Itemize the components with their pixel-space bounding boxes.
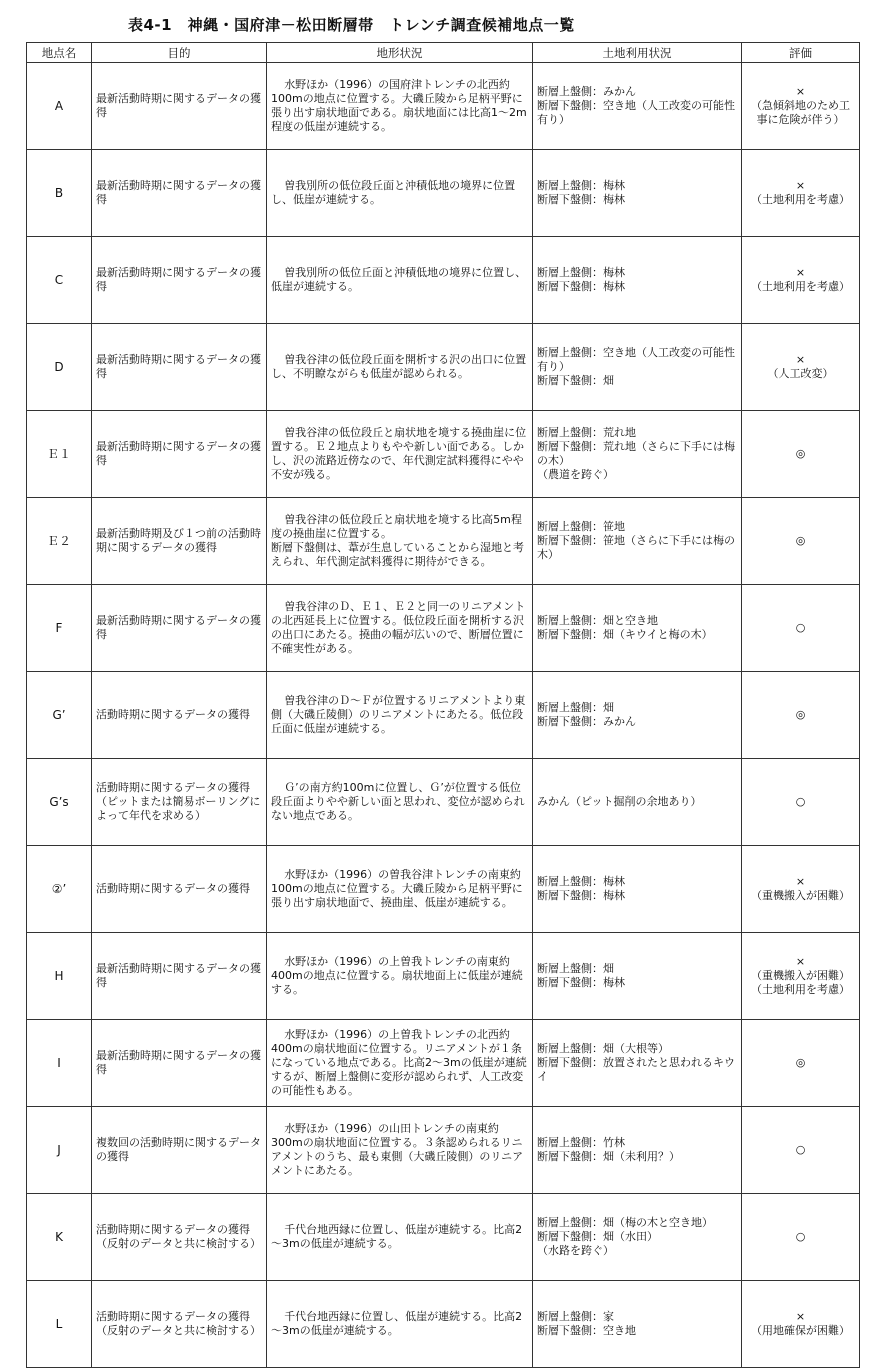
terrain-cell: 水野ほか（1996）の曽我谷津トレンチの南東約100mの地点に位置する。大磯丘陵から足柄平野に張り出す扇状地面で、撓曲崖、低崖が連続する。: [267, 846, 533, 933]
landuse-cell: 断層上盤側：梅林 断層下盤側：梅林: [533, 150, 742, 237]
table-row: [27, 498, 860, 585]
table-row: [27, 411, 860, 498]
purpose-cell: 最新活動時期に関するデータの獲得: [92, 585, 267, 672]
purpose-cell: 活動時期に関するデータの獲得（反射のデータと共に検討する）: [92, 1194, 267, 1281]
site-name-cell: H: [27, 933, 92, 1020]
site-name-cell: A: [27, 63, 92, 150]
table-row: [27, 324, 860, 411]
landuse-cell: 断層上盤側：畑 断層下盤側：梅林: [533, 933, 742, 1020]
terrain-cell: 水野ほか（1996）の山田トレンチの南東約300mの扇状地面に位置する。３条認められるリニアメントのうち、最も東側（大磯丘陵側）のリニアメントにあたる。: [267, 1107, 533, 1194]
purpose-cell: 最新活動時期及び１つ前の活動時期に関するデータの獲得: [92, 498, 267, 585]
landuse-cell: 断層上盤側：畑 断層下盤側：みかん: [533, 672, 742, 759]
purpose-cell: 最新活動時期に関するデータの獲得: [92, 1020, 267, 1107]
terrain-cell: 曽我谷津の低位段丘と扇状地を境する撓曲崖に位置する。Ｅ２地点よりもやや新しい面である。しかし、沢の流路近傍なので、年代測定試料獲得にやや不安が残る。: [267, 411, 533, 498]
site-name-cell: F: [27, 585, 92, 672]
evaluation-cell: ◎: [742, 411, 860, 498]
terrain-cell: Ｇ’の南方約100mに位置し、Ｇ’が位置する低位段丘面よりやや新しい面と思われ、変位が認められない地点である。: [267, 759, 533, 846]
site-name-cell: K: [27, 1194, 92, 1281]
landuse-cell: 断層上盤側：畑（梅の木と空き地） 断層下盤側：畑（水田） （水路を跨ぐ）: [533, 1194, 742, 1281]
landuse-cell: 断層上盤側：家 断層下盤側：空き地: [533, 1281, 742, 1368]
header-evaluation: 評価: [742, 43, 860, 63]
evaluation-cell: × （土地利用を考慮）: [742, 237, 860, 324]
terrain-cell: 千代台地西縁に位置し、低崖が連続する。比高2～3mの低崖が連続する。: [267, 1281, 533, 1368]
landuse-cell: 断層上盤側：畑と空き地 断層下盤側：畑（キウイと梅の木）: [533, 585, 742, 672]
purpose-cell: 活動時期に関するデータの獲得: [92, 846, 267, 933]
landuse-cell: 断層上盤側：空き地（人工改変の可能性有り） 断層下盤側：畑: [533, 324, 742, 411]
evaluation-cell: × （重機搬入が困難）: [742, 846, 860, 933]
evaluation-cell: × （人工改変）: [742, 324, 860, 411]
site-name-cell: ②’: [27, 846, 92, 933]
terrain-cell: 水野ほか（1996）の上曽我トレンチの北西約400mの扇状地面に位置する。リニアメントが１条になっている地点である。比高2～3mの低崖が連続するが、断層上盤側に変形が認められず、人工改変の可能性もある。: [267, 1020, 533, 1107]
site-name-cell: L: [27, 1281, 92, 1368]
table-row: [27, 1020, 860, 1107]
terrain-cell: 水野ほか（1996）の上曽我トレンチの南東約400mの地点に位置する。扇状地面上に低崖が連続する。: [267, 933, 533, 1020]
table-row: [27, 585, 860, 672]
header-purpose: 目的: [92, 43, 267, 63]
header-landuse: 土地利用状況: [533, 43, 742, 63]
evaluation-cell: ◎: [742, 672, 860, 759]
site-name-cell: D: [27, 324, 92, 411]
landuse-cell: 断層上盤側：竹林 断層下盤側：畑（未利用？）: [533, 1107, 742, 1194]
purpose-cell: 活動時期に関するデータの獲得（ピットまたは簡易ボーリングによって年代を求める）: [92, 759, 267, 846]
purpose-cell: 複数回の活動時期に関するデータの獲得: [92, 1107, 267, 1194]
evaluation-cell: ○: [742, 759, 860, 846]
purpose-cell: 最新活動時期に関するデータの獲得: [92, 150, 267, 237]
table-row: [27, 237, 860, 324]
terrain-cell: 千代台地西縁に位置し、低崖が連続する。比高2～3mの低崖が連続する。: [267, 1194, 533, 1281]
evaluation-cell: × （土地利用を考慮）: [742, 150, 860, 237]
site-name-cell: C: [27, 237, 92, 324]
site-name-cell: G’: [27, 672, 92, 759]
table-row: [27, 63, 860, 150]
terrain-cell: 曽我谷津の低位段丘面を開析する沢の出口に位置し、不明瞭ながらも低崖が認められる。: [267, 324, 533, 411]
site-name-cell: Ｅ１: [27, 411, 92, 498]
landuse-cell: 断層上盤側：畑（大根等） 断層下盤側：放置されたと思われるキウイ: [533, 1020, 742, 1107]
candidate-sites-table: [26, 42, 860, 1368]
table-row: [27, 759, 860, 846]
header-terrain: 地形状況: [267, 43, 533, 63]
purpose-cell: 最新活動時期に関するデータの獲得: [92, 324, 267, 411]
landuse-cell: 断層上盤側：荒れ地 断層下盤側：荒れ地（さらに下手には梅の木） （農道を跨ぐ）: [533, 411, 742, 498]
evaluation-cell: × （重機搬入が困難） （土地利用を考慮）: [742, 933, 860, 1020]
site-name-cell: I: [27, 1020, 92, 1107]
terrain-cell: 曽我別所の低位丘面と沖積低地の境界に位置し、低崖が連続する。: [267, 237, 533, 324]
evaluation-cell: ○: [742, 1194, 860, 1281]
landuse-cell: 断層上盤側：笹地 断層下盤側：笹地（さらに下手には梅の木）: [533, 498, 742, 585]
landuse-cell: みかん（ピット掘削の余地あり）: [533, 759, 742, 846]
terrain-cell: 曽我谷津のＤ、Ｅ１、Ｅ２と同一のリニアメントの北西延長上に位置する。低位段丘面を開析する沢の出口にあたる。撓曲の幅が広いので、断層位置に不確実性がある。: [267, 585, 533, 672]
site-name-cell: B: [27, 150, 92, 237]
header-point: 地点名: [27, 43, 92, 63]
site-name-cell: J: [27, 1107, 92, 1194]
evaluation-cell: × （急傾斜地のため工事に危険が伴う）: [742, 63, 860, 150]
evaluation-cell: ○: [742, 585, 860, 672]
evaluation-cell: ○: [742, 1107, 860, 1194]
table-row: [27, 933, 860, 1020]
landuse-cell: 断層上盤側：みかん 断層下盤側：空き地（人工改変の可能性有り）: [533, 63, 742, 150]
purpose-cell: 活動時期に関するデータの獲得（反射のデータと共に検討する）: [92, 1281, 267, 1368]
page-title: 表4-1 神縄・国府津－松田断層帯 トレンチ調査候補地点一覧: [128, 16, 575, 34]
evaluation-cell: ◎: [742, 498, 860, 585]
table-header-row: [27, 43, 860, 63]
landuse-cell: 断層上盤側：梅林 断層下盤側：梅林: [533, 237, 742, 324]
site-name-cell: G’s: [27, 759, 92, 846]
site-name-cell: Ｅ２: [27, 498, 92, 585]
terrain-cell: 水野ほか（1996）の国府津トレンチの北西約100mの地点に位置する。大磯丘陵から足柄平野に張り出す扇状地面である。扇状地面には比高1～2m程度の低崖が連続する。: [267, 63, 533, 150]
purpose-cell: 最新活動時期に関するデータの獲得: [92, 237, 267, 324]
table-row: [27, 150, 860, 237]
table-row: [27, 1194, 860, 1281]
purpose-cell: 活動時期に関するデータの獲得: [92, 672, 267, 759]
terrain-cell: 曽我谷津の低位段丘と扇状地を境する比高5m程度の撓曲崖に位置する。 断層下盤側は、葦が生息していることから湿地と考えられ、年代測定試料獲得に期待ができる。: [267, 498, 533, 585]
table-row: [27, 1107, 860, 1194]
purpose-cell: 最新活動時期に関するデータの獲得: [92, 63, 267, 150]
terrain-cell: 曽我別所の低位段丘面と沖積低地の境界に位置し、低崖が連続する。: [267, 150, 533, 237]
purpose-cell: 最新活動時期に関するデータの獲得: [92, 411, 267, 498]
terrain-cell: 曽我谷津のＤ～Ｆが位置するリニアメントより東側（大磯丘陵側）のリニアメントにあたる。低位段丘面に低崖が連続する。: [267, 672, 533, 759]
evaluation-cell: × （用地確保が困難）: [742, 1281, 860, 1368]
table-row: [27, 672, 860, 759]
table-row: [27, 1281, 860, 1368]
evaluation-cell: ◎: [742, 1020, 860, 1107]
table-row: [27, 846, 860, 933]
landuse-cell: 断層上盤側：梅林 断層下盤側：梅林: [533, 846, 742, 933]
purpose-cell: 最新活動時期に関するデータの獲得: [92, 933, 267, 1020]
